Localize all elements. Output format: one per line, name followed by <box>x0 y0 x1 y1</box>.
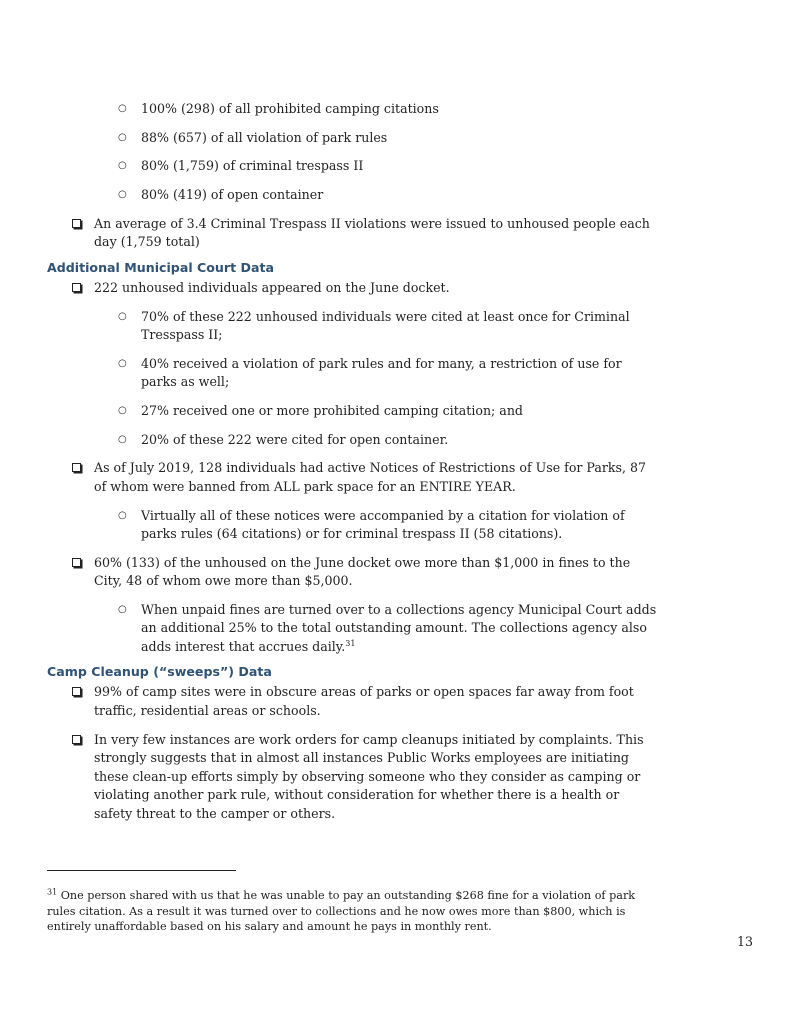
section-heading-camp: Camp Cleanup (“sweeps”) Data <box>47 664 272 680</box>
bullet-item: 60% (133) of the unhoused on the June docket owe more than $1,000 in fines to the City, 48 of whom owe more than $5,000. <box>94 554 660 591</box>
bullet-item: As of July 2019, 128 individuals had active Notices of Restrictions of Use for Parks, 87 of whom were banned from ALL park space for an ENTIRE YEAR. <box>94 459 660 496</box>
list-item: ○ 100% (298) of all prohibited camping citations <box>141 100 659 119</box>
list-item: ○ 27% received one or more prohibited camping citation; and <box>141 402 659 421</box>
list-item: ○ 40% received a violation of park rules and for many, a restriction of use for parks as well; <box>141 355 659 392</box>
list-item <box>141 601 659 657</box>
footnote-divider <box>47 870 236 871</box>
list-item: ○ 80% (419) of open container <box>141 186 659 205</box>
footnote-text: One person shared with us that he was unable to pay an outstanding $268 fine for a violation of park rules citation. As a result it was turned over to collections and he now owes more than $800, which is entirely unaffordable based on his salary and amount he pays in monthly rent. <box>47 889 636 933</box>
list-item: ○ 70% of these 222 unhoused individuals were cited at least once for Criminal Tresspass II; <box>141 308 659 345</box>
bullet-item: An average of 3.4 Criminal Trespass II violations were issued to unhoused people each day (1,759 total) <box>94 215 660 252</box>
bullet-item: 222 unhoused individuals appeared on the June docket. <box>94 279 660 298</box>
footnote <box>47 888 667 935</box>
list-item: ○ 80% (1,759) of criminal trespass II <box>141 157 659 176</box>
page-number: 13 <box>737 934 754 949</box>
footnote-reference: 31 <box>345 638 356 648</box>
page-content <box>0 100 800 833</box>
list-item-text: When unpaid fines are turned over to a collections agency Municipal Court adds an additional 25% to the total outstanding amount. The collections agency also adds interest that accrues daily. <box>141 601 657 654</box>
list-item: ○ Virtually all of these notices were accompanied by a citation for violation of parks rules (64 citations) or for criminal trespass II (58 citations). <box>141 507 659 544</box>
list-item: ○ 20% of these 222 were cited for open container. <box>141 431 659 450</box>
bullet-item: In very few instances are work orders for camp cleanups initiated by complaints. This strongly suggests that in almost all instances Public Works employees are initiating these clean-up efforts simply by observing someone who they consider as camping or violating another park rule, without consideration for whether there is a health or safety threat to the camper or others. <box>94 731 660 824</box>
footnote-number: 31 <box>47 887 58 897</box>
section-heading-court: Additional Municipal Court Data <box>47 259 274 275</box>
list-item: ○ 88% (657) of all violation of park rules <box>141 129 659 148</box>
bullet-item: 99% of camp sites were in obscure areas of parks or open spaces far away from foot traffic, residential areas or schools. <box>94 683 660 720</box>
